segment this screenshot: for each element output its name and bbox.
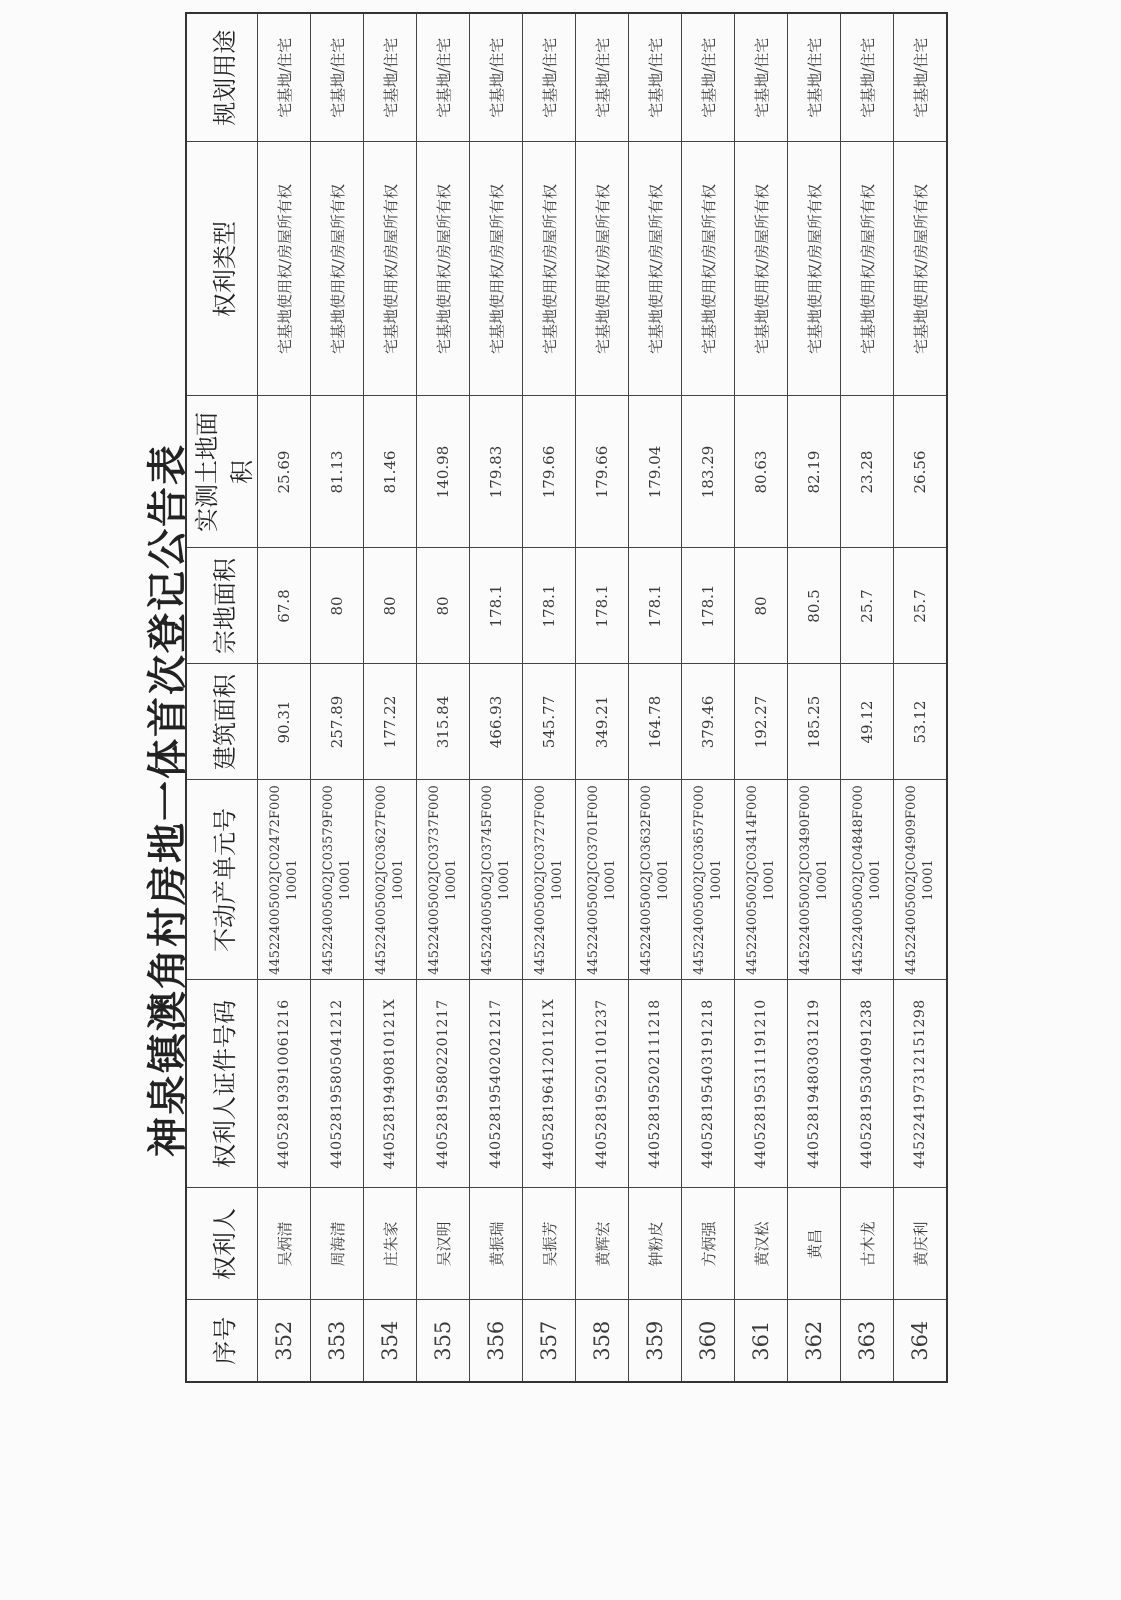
cell-seq: 358 — [576, 1300, 629, 1382]
cell-parcel-area: 80 — [735, 548, 788, 664]
cell-unit-number: 445224005002JC03579F00010001 — [311, 780, 364, 980]
cell-parcel-area: 67.8 — [258, 548, 311, 664]
cell-holder: 庄朱家 — [364, 1188, 417, 1300]
cell-holder: 古木龙 — [841, 1188, 894, 1300]
cell-seq: 356 — [470, 1300, 523, 1382]
cell-parcel-area: 25.7 — [841, 548, 894, 664]
table-row — [629, 13, 682, 1382]
table-row — [788, 13, 841, 1382]
cell-parcel-area: 80 — [311, 548, 364, 664]
cell-planned-use: 宅基地/住宅 — [788, 13, 841, 142]
cell-measured-land-area: 179.66 — [523, 396, 576, 548]
cell-holder: 黄昌 — [788, 1188, 841, 1300]
cell-seq: 352 — [258, 1300, 311, 1382]
cell-id-number: 440528195805041212 — [311, 980, 364, 1188]
cell-unit-number: 445224005002JC02472F00010001 — [258, 780, 311, 980]
header-id-number: 权利人证件号码 — [186, 980, 258, 1188]
cell-seq: 354 — [364, 1300, 417, 1382]
cell-planned-use: 宅基地/住宅 — [417, 13, 470, 142]
cell-right-type: 宅基地使用权/房屋所有权 — [894, 142, 948, 396]
cell-id-number: 440528195202111218 — [629, 980, 682, 1188]
cell-measured-land-area: 183.29 — [682, 396, 735, 548]
cell-building-area: 164.78 — [629, 664, 682, 780]
table-row — [841, 13, 894, 1382]
header-parcel-area: 宗地面积 — [186, 548, 258, 664]
cell-id-number: 44052819641201121X — [523, 980, 576, 1188]
cell-unit-number: 445224005002JC04909F00010001 — [894, 780, 948, 980]
cell-measured-land-area: 179.66 — [576, 396, 629, 548]
cell-parcel-area: 178.1 — [523, 548, 576, 664]
cell-right-type: 宅基地使用权/房屋所有权 — [788, 142, 841, 396]
table-row — [682, 13, 735, 1382]
cell-measured-land-area: 179.83 — [470, 396, 523, 548]
cell-unit-number: 445224005002JC03745F00010001 — [470, 780, 523, 980]
cell-measured-land-area: 140.98 — [417, 396, 470, 548]
cell-building-area: 379.46 — [682, 664, 735, 780]
cell-right-type: 宅基地使用权/房屋所有权 — [417, 142, 470, 396]
cell-seq: 361 — [735, 1300, 788, 1382]
cell-measured-land-area: 26.56 — [894, 396, 948, 548]
cell-right-type: 宅基地使用权/房屋所有权 — [523, 142, 576, 396]
cell-seq: 363 — [841, 1300, 894, 1382]
cell-unit-number: 445224005002JC03727F00010001 — [523, 780, 576, 980]
cell-id-number: 440528195201101237 — [576, 980, 629, 1188]
table-row — [576, 13, 629, 1382]
cell-right-type: 宅基地使用权/房屋所有权 — [470, 142, 523, 396]
cell-id-number: 440528193910061216 — [258, 980, 311, 1188]
cell-right-type: 宅基地使用权/房屋所有权 — [311, 142, 364, 396]
table-row — [894, 13, 948, 1382]
header-planned-use: 规划用途 — [186, 13, 258, 142]
cell-measured-land-area: 25.69 — [258, 396, 311, 548]
cell-holder: 黄辉宏 — [576, 1188, 629, 1300]
cell-holder: 周海清 — [311, 1188, 364, 1300]
cell-id-number: 440528195802201217 — [417, 980, 470, 1188]
cell-id-number: 440528194803031219 — [788, 980, 841, 1188]
cell-unit-number: 445224005002JC03490F00010001 — [788, 780, 841, 980]
table-row — [470, 13, 523, 1382]
cell-parcel-area: 25.7 — [894, 548, 948, 664]
cell-seq: 355 — [417, 1300, 470, 1382]
cell-seq: 362 — [788, 1300, 841, 1382]
cell-building-area: 90.31 — [258, 664, 311, 780]
header-holder: 权利人 — [186, 1188, 258, 1300]
cell-parcel-area: 178.1 — [576, 548, 629, 664]
header-seq: 序号 — [186, 1300, 258, 1382]
cell-parcel-area: 178.1 — [682, 548, 735, 664]
cell-planned-use: 宅基地/住宅 — [894, 13, 948, 142]
cell-holder: 吴炳清 — [258, 1188, 311, 1300]
cell-holder: 黄汉松 — [735, 1188, 788, 1300]
cell-measured-land-area: 81.13 — [311, 396, 364, 548]
cell-unit-number: 445224005002JC04848F00010001 — [841, 780, 894, 980]
cell-measured-land-area: 80.63 — [735, 396, 788, 548]
cell-planned-use: 宅基地/住宅 — [258, 13, 311, 142]
cell-unit-number: 445224005002JC03632F00010001 — [629, 780, 682, 980]
cell-id-number: 440528195402021217 — [470, 980, 523, 1188]
cell-id-number: 440528195311191210 — [735, 980, 788, 1188]
cell-holder: 吴汉明 — [417, 1188, 470, 1300]
header-right-type: 权利类型 — [186, 142, 258, 396]
cell-building-area: 257.89 — [311, 664, 364, 780]
cell-right-type: 宅基地使用权/房屋所有权 — [258, 142, 311, 396]
cell-holder: 吴振芳 — [523, 1188, 576, 1300]
cell-holder: 黄振瑞 — [470, 1188, 523, 1300]
cell-seq: 353 — [311, 1300, 364, 1382]
registration-table — [185, 12, 948, 1383]
cell-building-area: 185.25 — [788, 664, 841, 780]
cell-unit-number: 445224005002JC03657F00010001 — [682, 780, 735, 980]
table-row — [311, 13, 364, 1382]
cell-planned-use: 宅基地/住宅 — [841, 13, 894, 142]
table-row — [523, 13, 576, 1382]
cell-planned-use: 宅基地/住宅 — [735, 13, 788, 142]
cell-holder: 方炳强 — [682, 1188, 735, 1300]
cell-parcel-area: 80 — [364, 548, 417, 664]
cell-building-area: 315.84 — [417, 664, 470, 780]
cell-building-area: 349.21 — [576, 664, 629, 780]
cell-building-area: 53.12 — [894, 664, 948, 780]
cell-planned-use: 宅基地/住宅 — [682, 13, 735, 142]
header-measured-land-area: 实测土地面积 — [186, 396, 258, 548]
cell-measured-land-area: 81.46 — [364, 396, 417, 548]
header-building-area: 建筑面积 — [186, 664, 258, 780]
cell-building-area: 466.93 — [470, 664, 523, 780]
cell-unit-number: 445224005002JC03701F00010001 — [576, 780, 629, 980]
cell-unit-number: 445224005002JC03414F00010001 — [735, 780, 788, 980]
cell-right-type: 宅基地使用权/房屋所有权 — [682, 142, 735, 396]
cell-right-type: 宅基地使用权/房屋所有权 — [364, 142, 417, 396]
document-title: 神泉镇澳角村房地一体首次登记公告表 — [144, 443, 191, 1157]
cell-planned-use: 宅基地/住宅 — [629, 13, 682, 142]
cell-measured-land-area: 82.19 — [788, 396, 841, 548]
cell-unit-number: 445224005002JC03737F00010001 — [417, 780, 470, 980]
cell-id-number: 445224197312151298 — [894, 980, 948, 1188]
cell-measured-land-area: 23.28 — [841, 396, 894, 548]
cell-right-type: 宅基地使用权/房屋所有权 — [576, 142, 629, 396]
cell-seq: 359 — [629, 1300, 682, 1382]
cell-planned-use: 宅基地/住宅 — [311, 13, 364, 142]
cell-seq: 360 — [682, 1300, 735, 1382]
cell-building-area: 177.22 — [364, 664, 417, 780]
header-unit-number: 不动产单元号 — [186, 780, 258, 980]
cell-planned-use: 宅基地/住宅 — [576, 13, 629, 142]
cell-planned-use: 宅基地/住宅 — [523, 13, 576, 142]
table-row — [258, 13, 311, 1382]
cell-planned-use: 宅基地/住宅 — [364, 13, 417, 142]
cell-unit-number: 445224005002JC03627F00010001 — [364, 780, 417, 980]
cell-id-number: 44052819490810121X — [364, 980, 417, 1188]
table-row — [417, 13, 470, 1382]
cell-holder: 钟粉皮 — [629, 1188, 682, 1300]
cell-building-area: 49.12 — [841, 664, 894, 780]
cell-right-type: 宅基地使用权/房屋所有权 — [841, 142, 894, 396]
cell-right-type: 宅基地使用权/房屋所有权 — [735, 142, 788, 396]
cell-seq: 364 — [894, 1300, 948, 1382]
cell-parcel-area: 80 — [417, 548, 470, 664]
table-row — [735, 13, 788, 1382]
cell-building-area: 545.77 — [523, 664, 576, 780]
cell-right-type: 宅基地使用权/房屋所有权 — [629, 142, 682, 396]
cell-planned-use: 宅基地/住宅 — [470, 13, 523, 142]
cell-parcel-area: 178.1 — [470, 548, 523, 664]
cell-seq: 357 — [523, 1300, 576, 1382]
table-row — [364, 13, 417, 1382]
cell-measured-land-area: 179.04 — [629, 396, 682, 548]
cell-building-area: 192.27 — [735, 664, 788, 780]
cell-parcel-area: 80.5 — [788, 548, 841, 664]
cell-holder: 黄庆利 — [894, 1188, 948, 1300]
cell-parcel-area: 178.1 — [629, 548, 682, 664]
cell-id-number: 440528195304091238 — [841, 980, 894, 1188]
cell-id-number: 440528195403191218 — [682, 980, 735, 1188]
table-header-row — [186, 13, 258, 1382]
